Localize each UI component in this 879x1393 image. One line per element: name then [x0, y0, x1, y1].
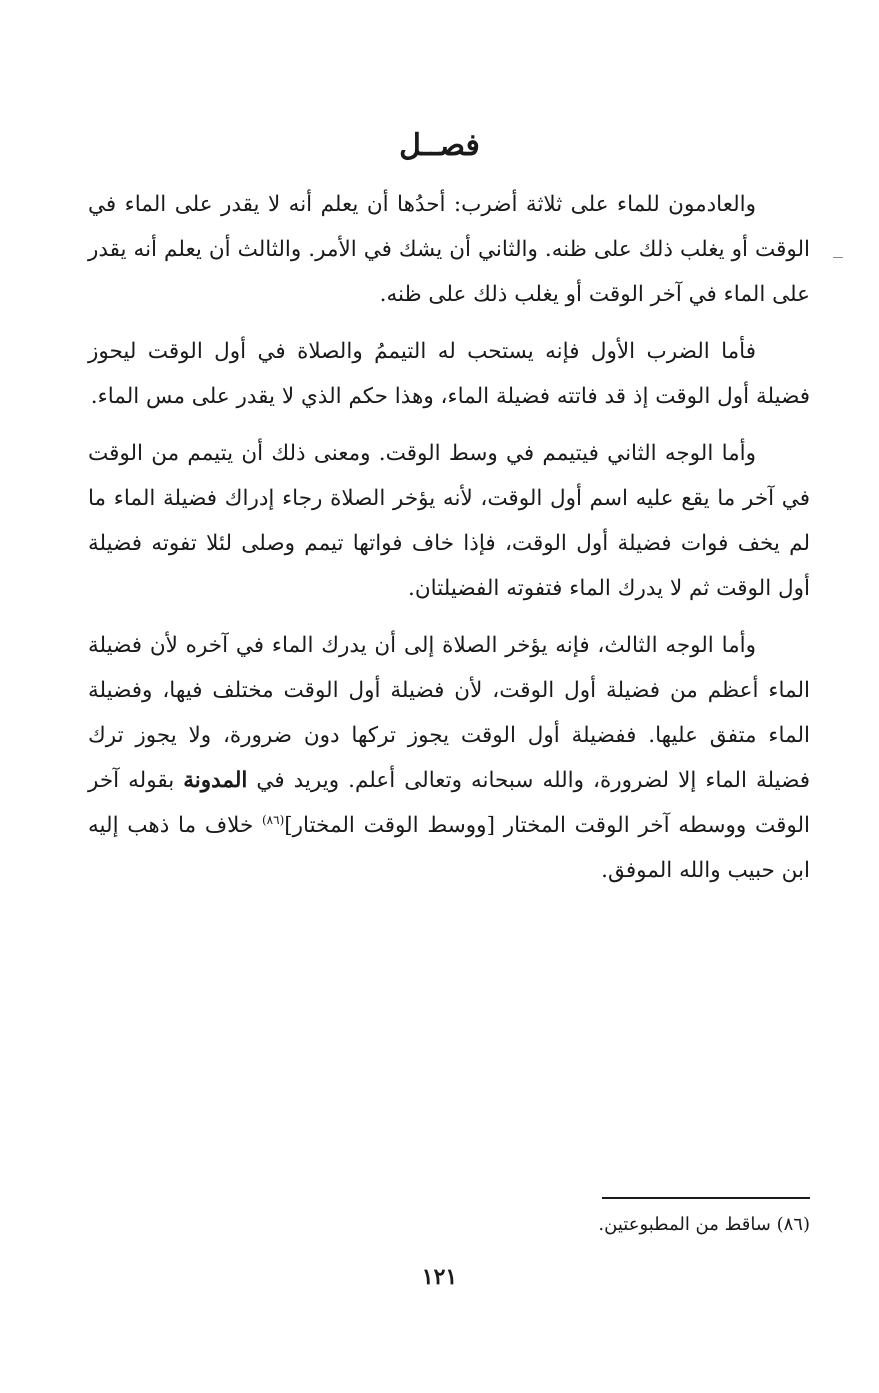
paragraph-4-text-a: وأما الوجه الثالث، فإنه يؤخر الصلاة إلى أن يدرك الماء في آخره لأن فضيلة الماء أعظم من فضيلة أول الوقت، لأن فضيلة أول الوقت مختلف فيها، وفضيلة الماء متفق عليها. ففضيلة أول الوقت يجوز تركها دون ضرورة، ولا يجوز ترك فضيلة الماء إلا لضرورة، والله سبحانه وتعالى أعلم. ويريد في	[88, 633, 811, 793]
paragraph-4	[88, 623, 810, 893]
paragraph-3: وأما الوجه الثاني فيتيمم في وسط الوقت. ومعنى ذلك أن يتيمم من الوقت في آخر ما يقع عليه اسم أول الوقت، لأنه يؤخر الصلاة رجاء إدراك فضيلة الماء ما لم يخف فوات فضيلة أول الوقت، فإذا خاف فواتها تيمم وصلى لئلا تفوته فضيلة أول الوقت ثم لا يدرك الماء فتفوته الفضيلتان.	[88, 441, 810, 601]
footnote: (٨٦) ساقط من المطبوعتين.	[598, 1214, 810, 1235]
paragraph-2: فأما الضرب الأول فإنه يستحب له التيممُ والصلاة في أول الوقت ليحوز فضيلة أول الوقت إذ قد فاتته فضيلة الماء، وهذا حكم الذي لا يقدر على مس الماء.	[88, 339, 810, 409]
page-number: ١٢١	[421, 1264, 458, 1290]
paragraph-1: والعادمون للماء على ثلاثة أضرب: أحدُها أن يعلم أنه لا يقدر على الماء في الوقت أو يغلب ذلك على ظنه. والثاني أن يشك في الأمر. والثالث أن يعلم أنه يقدر على الماء في آخر الوقت أو يغلب ذلك على ظنه.	[88, 192, 810, 307]
footnote-reference: (٨٦)	[261, 812, 285, 827]
section-heading: فصــل	[399, 128, 480, 163]
book-title-mudawwana: المدونة	[183, 768, 248, 793]
footnote-divider	[602, 1197, 810, 1199]
main-text	[88, 182, 810, 905]
paragraph-4-text-c: خلاف ما ذهب إليه ابن حبيب والله الموفق.	[88, 813, 810, 883]
margin-mark	[833, 257, 843, 258]
paragraph-4-text-b: بقوله آخر الوقت ووسطه آخر الوقت المختار [ووسط الوقت المختار]	[88, 768, 810, 838]
